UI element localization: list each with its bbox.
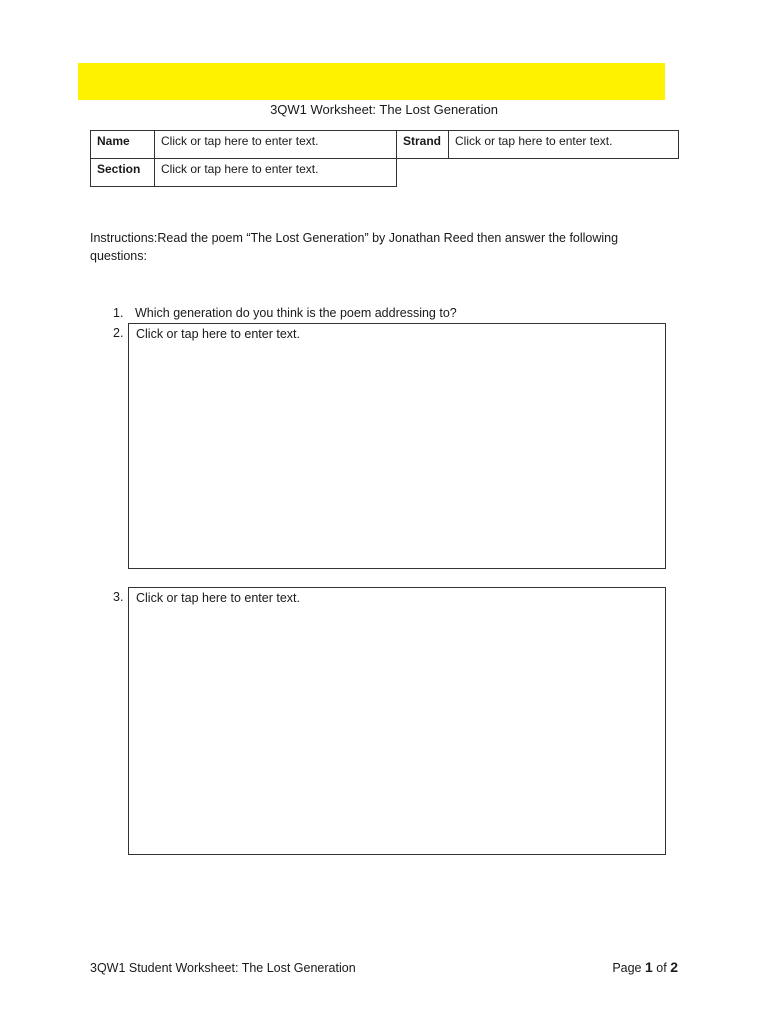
section-field[interactable]: Click or tap here to enter text. [155, 159, 397, 187]
footer-page-total: 2 [670, 959, 678, 975]
footer-doc-name: 3QW1 Student Worksheet: The Lost Generation [90, 961, 356, 975]
question-2-number: 2. [113, 326, 124, 340]
section-label: Section [91, 159, 155, 187]
answer-box-2[interactable]: Click or tap here to enter text. [128, 323, 666, 569]
worksheet-title: 3QW1 Worksheet: The Lost Generation [270, 102, 498, 117]
question-1-text: Which generation do you think is the poem addressing to? [135, 306, 457, 320]
empty-cell [397, 159, 679, 187]
name-field[interactable]: Click or tap here to enter text. [155, 131, 397, 159]
strand-label: Strand [397, 131, 449, 159]
strand-field[interactable]: Click or tap here to enter text. [449, 131, 679, 159]
name-label: Name [91, 131, 155, 159]
yellow-header-banner [78, 63, 665, 100]
footer-of-word: of [656, 961, 667, 975]
question-1-number: 1. [113, 306, 124, 320]
student-info-table [90, 130, 679, 187]
footer-page-number [612, 959, 678, 975]
instructions-text: Instructions:Read the poem “The Lost Generation” by Jonathan Reed then answer the following questions: [90, 231, 619, 263]
question-3-number: 3. [113, 590, 124, 604]
footer-page-word: Page [612, 961, 642, 975]
footer-page-current: 1 [645, 959, 653, 975]
answer-box-3[interactable]: Click or tap here to enter text. [128, 587, 666, 855]
